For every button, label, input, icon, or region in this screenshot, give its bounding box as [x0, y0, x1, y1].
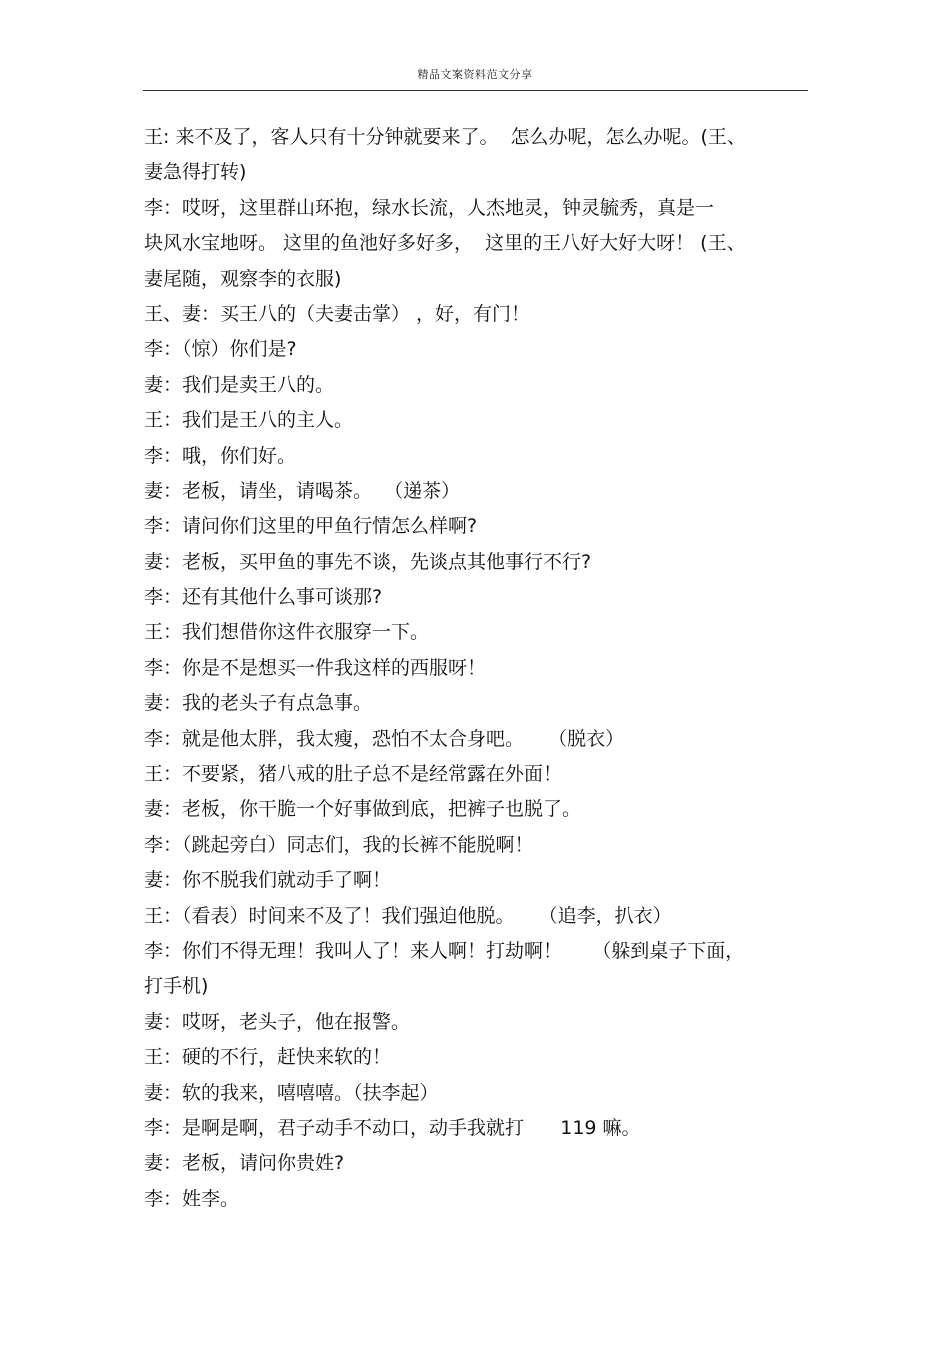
header-rule — [143, 90, 808, 91]
dialogue-line: 妻：我们是卖王八的。 — [144, 373, 335, 396]
dialogue-line: 妻尾随，观察李的衣服) — [144, 267, 342, 290]
dialogue-line: 李：哦，你们好。 — [144, 444, 297, 467]
dialogue-line: 妻：哎呀，老头子，他在报警。 — [144, 1010, 411, 1033]
dialogue-line: 妻：我的老头子有点急事。 — [144, 692, 373, 715]
dialogue-line: 李：就是他太胖，我太瘦，恐怕不太合身吧。 （脱衣） — [144, 727, 625, 750]
dialogue-line: 妻急得打转) — [144, 161, 247, 184]
dialogue-line: 块风水宝地呀。 这里的鱼池好多好多， 这里的王八好大好大呀！ (王、 — [144, 232, 746, 255]
dialogue-line: 王：我们想借你这件衣服穿一下。 — [144, 621, 430, 644]
dialogue-line: 妻：老板，买甲鱼的事先不谈，先谈点其他事行不行? — [144, 550, 592, 573]
dialogue-line: 李：请问你们这里的甲鱼行情怎么样啊? — [144, 515, 478, 538]
dialogue-line: 妻：你不脱我们就动手了啊！ — [144, 869, 392, 892]
dialogue-line: 妻：老板，请问你贵姓? — [144, 1152, 345, 1175]
page-header: 精品文案资料范文分享 — [417, 68, 533, 81]
dialogue-line: 李：（惊）你们是? — [144, 338, 297, 361]
dialogue-line: 李：（跳起旁白）同志们，我的长裤不能脱啊！ — [144, 833, 534, 856]
dialogue-line: 李：是啊是啊，君子动手不动口，动手我就打 119 嘛。 — [144, 1116, 641, 1139]
dialogue-line: 王：硬的不行，赶快来软的！ — [144, 1046, 392, 1069]
dialogue-line: 王：（看表）时间来不及了！我们强迫他脱。 （追李，扒衣） — [144, 904, 672, 927]
dialogue-line: 李：你们不得无理！我叫人了！来人啊！打劫啊！ （躲到桌子下面， — [144, 939, 745, 962]
dialogue-line: 王：我们是王八的主人。 — [144, 409, 354, 432]
dialogue-line: 王、妻：买王八的（夫妻击掌） ，好，有门！ — [144, 302, 531, 325]
dialogue-line: 李：姓李。 — [144, 1187, 240, 1210]
dialogue-line: 妻：软的我来，嘻嘻嘻。（扶李起） — [144, 1081, 439, 1104]
dialogue-line: 李：还有其他什么事可谈那? — [144, 586, 383, 609]
dialogue-line: 妻：老板，请坐，请喝茶。 （递茶） — [144, 479, 461, 502]
dialogue-line: 打手机) — [144, 975, 209, 998]
dialogue-line: 李：你是不是想买一件我这样的西服呀！ — [144, 656, 487, 679]
dialogue-line: 李：哎呀，这里群山环抱，绿水长流，人杰地灵，钟灵毓秀，真是一 — [144, 196, 715, 219]
dialogue-line: 妻：老板，你干脆一个好事做到底，把裤子也脱了。 — [144, 798, 582, 821]
dialogue-body — [144, 120, 809, 1217]
dialogue-line: 王：不要紧，猪八戒的肚子总不是经常露在外面！ — [144, 763, 563, 786]
dialogue-line: 王: 来不及了，客人只有十分钟就要来了。 怎么办呢，怎么办呢。(王、 — [144, 126, 746, 148]
